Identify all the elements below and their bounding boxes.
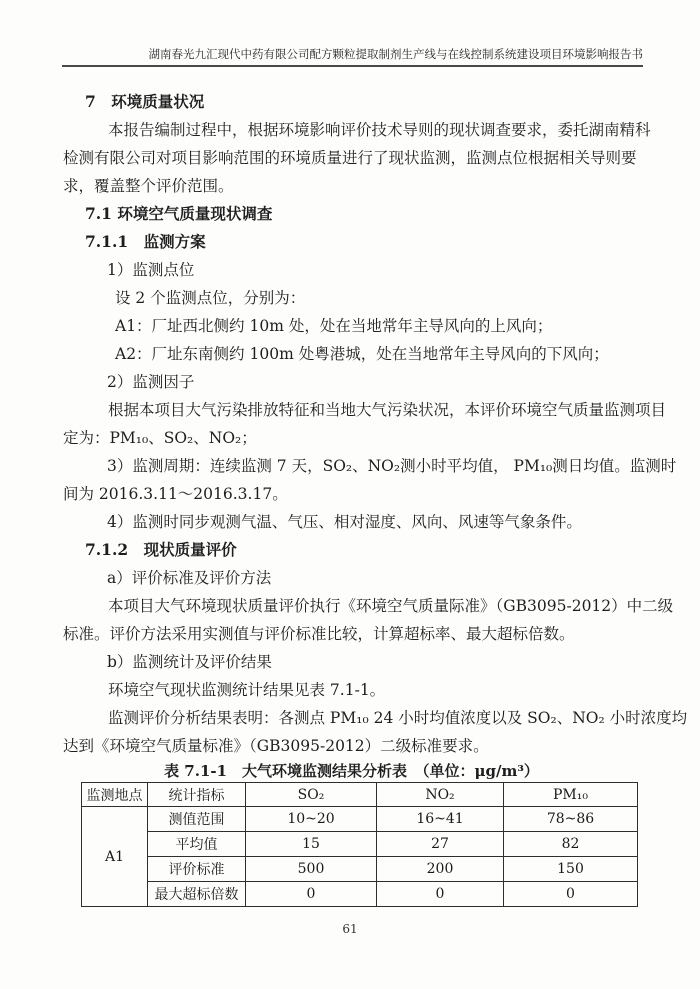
table-header-cell: NO₂ bbox=[377, 783, 504, 807]
table-cell-indicator: 平均值 bbox=[148, 832, 246, 857]
table-header-cell: SO₂ bbox=[246, 783, 377, 807]
monitoring-table bbox=[81, 782, 638, 907]
table-cell-no2: 200 bbox=[377, 857, 504, 882]
table-cell-pm10: 82 bbox=[504, 832, 638, 857]
table-cell-no2: 0 bbox=[377, 882, 504, 907]
table-row bbox=[82, 857, 638, 882]
table-cell-so2: 10~20 bbox=[246, 807, 377, 832]
table-row bbox=[82, 807, 638, 832]
text-line: 本报告编制过程中，根据环境影响评价技术导则的现状调查要求，委托湖南精科 bbox=[108, 121, 651, 139]
text-line: 标准。评价方法采用实测值与评价标准比较，计算超标率、最大超标倍数。 bbox=[63, 625, 575, 643]
table-caption: 表 7.1-1 大气环境监测结果分析表 （单位：μg/m³） bbox=[164, 762, 539, 780]
table-row bbox=[82, 882, 638, 907]
text-line: 检测有限公司对项目影响范围的环境质量进行了现状监测，监测点位根据相关导则要 bbox=[63, 149, 637, 167]
text-line: 2）监测因子 bbox=[107, 373, 195, 391]
table-header-cell: 监测地点 bbox=[82, 783, 148, 807]
table-cell-indicator: 评价标准 bbox=[148, 857, 246, 882]
table-row bbox=[82, 832, 638, 857]
table-header-cell: PM₁₀ bbox=[504, 783, 638, 807]
text-line: A2：厂址东南侧约 100m 处粤港城，处在当地常年主导风向的下风向； bbox=[115, 345, 609, 363]
table-cell-no2: 27 bbox=[377, 832, 504, 857]
header-divider bbox=[62, 65, 643, 67]
table-cell-no2: 16~41 bbox=[377, 807, 504, 832]
monitoring-location-cell: A1 bbox=[82, 807, 148, 907]
table-cell-so2: 15 bbox=[246, 832, 377, 857]
page-header-title: 湖南春光九汇现代中药有限公司配方颗粒提取制剂生产线与在线控制系统建设项目环境影响报告书 bbox=[148, 47, 643, 61]
text-line: 4）监测时同步观测气温、气压、相对湿度、风向、风速等气象条件。 bbox=[107, 513, 582, 531]
document-lines bbox=[63, 88, 688, 760]
document-content bbox=[63, 88, 688, 907]
text-line: A1：厂址西北侧约 10m 处，处在当地常年主导风向的上风向； bbox=[115, 317, 553, 335]
text-line: 求，覆盖整个评价范围。 bbox=[63, 177, 234, 195]
text-line: 间为 2016.3.11～2016.3.17。 bbox=[63, 485, 288, 503]
text-line: 本项目大气环境现状质量评价执行《环境空气质量际准》（GB3095-2012）中二级 bbox=[108, 597, 674, 615]
table-header-row bbox=[82, 783, 638, 807]
text-line: 根据本项目大气污染排放特征和当地大气污染状况，本评价环境空气质量监测项目 bbox=[108, 401, 667, 419]
text-line: 7.1.1 监测方案 bbox=[85, 232, 206, 251]
text-line: a）评价标准及评价方法 bbox=[107, 569, 272, 587]
text-line: 达到《环境空气质量标准》（GB3095-2012）二级标准要求。 bbox=[63, 737, 489, 755]
text-line: 监测评价分析结果表明：各测点 PM₁₀ 24 小时均值浓度以及 SO₂、NO₂ 小时浓度均 bbox=[108, 709, 688, 727]
table-cell-so2: 500 bbox=[246, 857, 377, 882]
monitoring-table-body bbox=[82, 783, 638, 907]
text-line: 7 环境质量状况 bbox=[85, 92, 205, 111]
text-line: 7.1.2 现状质量评价 bbox=[85, 540, 237, 559]
table-cell-indicator: 最大超标倍数 bbox=[148, 882, 246, 907]
table-cell-pm10: 0 bbox=[504, 882, 638, 907]
table-cell-pm10: 78~86 bbox=[504, 807, 638, 832]
table-cell-pm10: 150 bbox=[504, 857, 638, 882]
table-header-cell: 统计指标 bbox=[148, 783, 246, 807]
text-line: b）监测统计及评价结果 bbox=[107, 653, 272, 671]
text-line: 环境空气现状监测统计结果见表 7.1-1。 bbox=[108, 681, 386, 699]
text-line: 3）监测周期：连续监测 7 天，SO₂、NO₂测小时平均值， PM₁₀测日均值。监测时 bbox=[107, 457, 677, 475]
table-cell-indicator: 测值范围 bbox=[148, 807, 246, 832]
table-cell-so2: 0 bbox=[246, 882, 377, 907]
page-number: 61 bbox=[342, 922, 358, 936]
text-line: 1）监测点位 bbox=[107, 261, 195, 279]
text-line: 定为：PM₁₀、SO₂、NO₂； bbox=[63, 429, 257, 447]
text-line: 7.1 环境空气质量现状调查 bbox=[85, 204, 273, 223]
text-line: 设 2 个监测点位，分别为： bbox=[115, 289, 306, 307]
